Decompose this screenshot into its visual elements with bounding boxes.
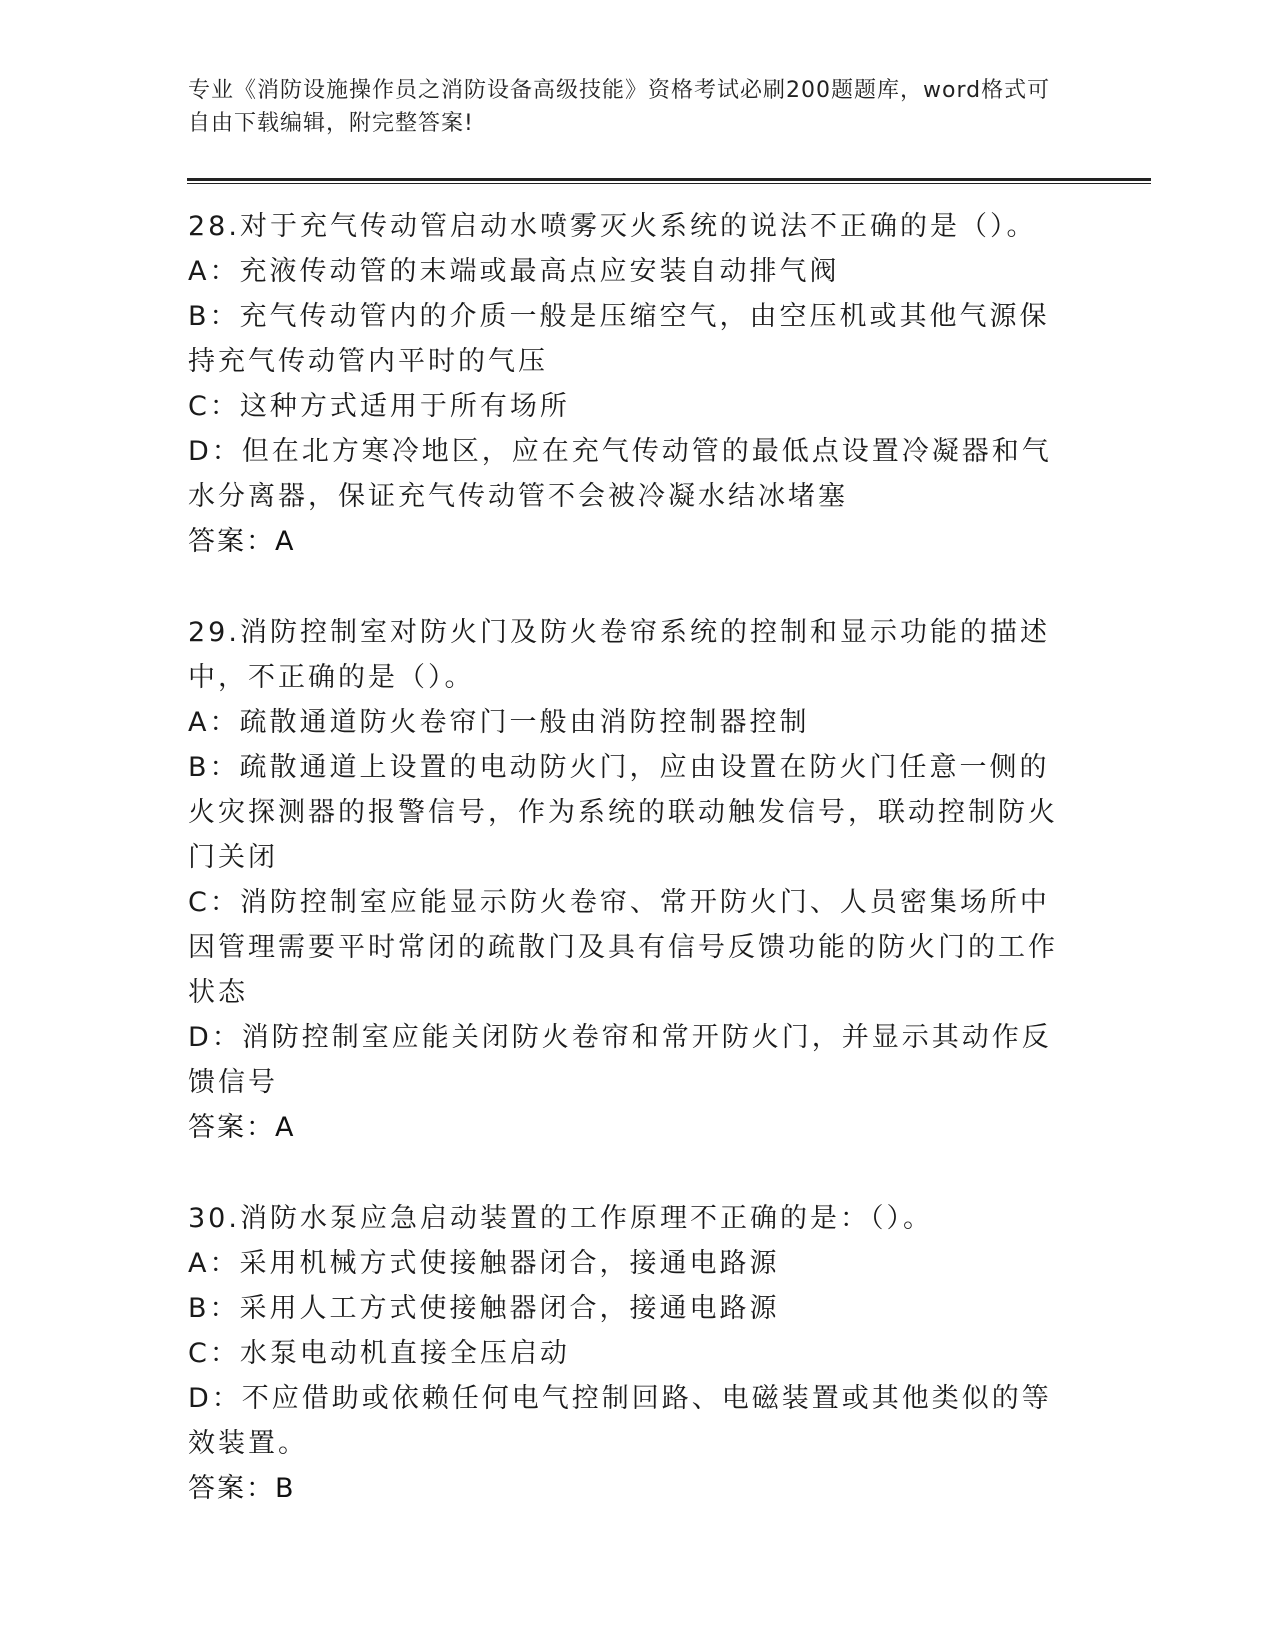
header-divider-thin <box>187 183 1151 184</box>
question-stem: 30.消防水泵应急启动装置的工作原理不正确的是：（）。 <box>188 1203 933 1234</box>
option-d: D：不应借助或依赖任何电气控制回路、电磁装置或其他类似的等效装置。 <box>188 1383 1052 1459</box>
document-header: 专业《消防设施操作员之消防设备高级技能》资格考试必刷200题题库，word格式可自由下载编辑，附完整答案! <box>188 78 1051 136</box>
answer: 答案：A <box>188 1112 296 1143</box>
question-stem: 29.消防控制室对防火门及防火卷帘系统的控制和显示功能的描述中，不正确的是（）。 <box>188 617 1050 693</box>
option-c: C：这种方式适用于所有场所 <box>188 391 570 422</box>
question-stem: 28.对于充气传动管启动水喷雾灭火系统的说法不正确的是（）。 <box>188 211 1037 242</box>
header-divider-thick <box>187 178 1151 181</box>
option-a: A：疏散通道防火卷帘门一般由消防控制器控制 <box>188 707 810 738</box>
option-b: B：采用人工方式使接触器闭合，接通电路源 <box>188 1293 780 1324</box>
question-29 <box>188 610 1078 1150</box>
option-c: C：消防控制室应能显示防火卷帘、常开防火门、人员密集场所中因管理需要平时常闭的疏散门及具有信号反馈功能的防火门的工作状态 <box>188 887 1058 1008</box>
option-d: D：消防控制室应能关闭防火卷帘和常开防火门，并显示其动作反馈信号 <box>188 1022 1052 1098</box>
option-d: D：但在北方寒冷地区，应在充气传动管的最低点设置冷凝器和气水分离器，保证充气传动管不会被冷凝水结冰堵塞 <box>188 436 1052 512</box>
option-c: C：水泵电动机直接全压启动 <box>188 1338 570 1369</box>
option-b: B：疏散通道上设置的电动防火门，应由设置在防火门任意一侧的火灾探测器的报警信号，作为系统的联动触发信号，联动控制防火门关闭 <box>188 752 1058 873</box>
option-a: A：充液传动管的末端或最高点应安装自动排气阀 <box>188 256 840 287</box>
answer: 答案：A <box>188 526 296 557</box>
option-b: B：充气传动管内的介质一般是压缩空气，由空压机或其他气源保持充气传动管内平时的气压 <box>188 301 1050 377</box>
answer: 答案：B <box>188 1473 296 1504</box>
question-28 <box>188 204 1078 564</box>
option-a: A：采用机械方式使接触器闭合，接通电路源 <box>188 1248 780 1279</box>
question-list <box>188 204 1078 1557</box>
question-30 <box>188 1196 1078 1511</box>
